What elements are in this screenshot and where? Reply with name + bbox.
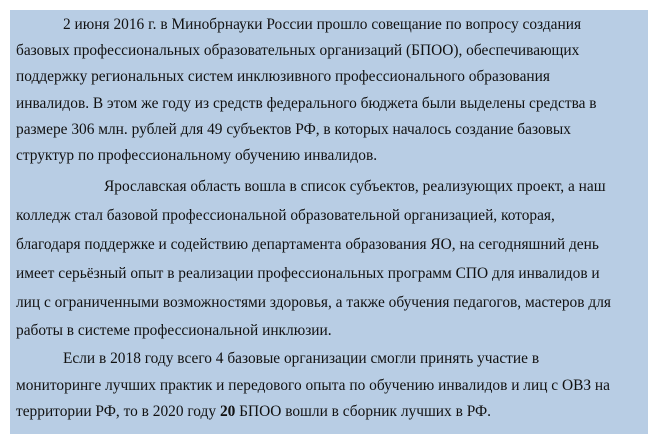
p1-line-3: поддержку региональных систем инклюзивного профессионального образования (16, 68, 550, 85)
p3-line-3 (16, 402, 491, 422)
p1-line-1: 2 июня 2016 г. в Минобрнауки России прошло совещание по вопросу создания (63, 16, 582, 33)
p2-line-3: благодаря поддержке и содействию департамента образования ЯО, на сегодняшний день (16, 236, 599, 253)
p1-line-2: базовых профессиональных образовательных организаций (БПОО), обеспечивающих (16, 42, 580, 59)
p3-line-1: Если в 2018 году всего 4 базовые организации смогли принять участие в (63, 350, 540, 367)
p3-line-3-before: территории РФ, то в 2020 году (16, 403, 220, 420)
p2-line-1: Ярославская область вошла в список субъектов, реализующих проект, а наш (104, 178, 606, 195)
document-text-block (10, 10, 648, 434)
p1-line-5: размере 306 млн. рублей для 49 субъектов РФ, в которых началось создание базовых (16, 121, 571, 138)
p1-line-4: инвалидов. В этом же году из средств федерального бюджета были выделены средства в (16, 95, 597, 112)
p2-line-5: лиц с ограниченными возможностями здоровья, а также обучения педагогов, мастеров для (16, 294, 611, 311)
p2-line-6: работы в системе профессиональной инклюзии. (16, 322, 332, 339)
p1-line-6: структур по профессиональному обучению инвалидов. (16, 147, 378, 164)
p3-bold-count: 20 (219, 403, 236, 420)
p3-line-3-after: БПОО вошли в сборник лучших в РФ. (235, 403, 491, 420)
p2-line-4: имеет серьёзный опыт в реализации профессиональных программ СПО для инвалидов и (16, 265, 600, 282)
p2-line-2: колледж стал базовой профессиональной образовательной организацией, которая, (16, 207, 555, 224)
p3-line-2: мониторинге лучших практик и передового опыта по обучению инвалидов и лиц с ОВЗ на (16, 377, 610, 394)
